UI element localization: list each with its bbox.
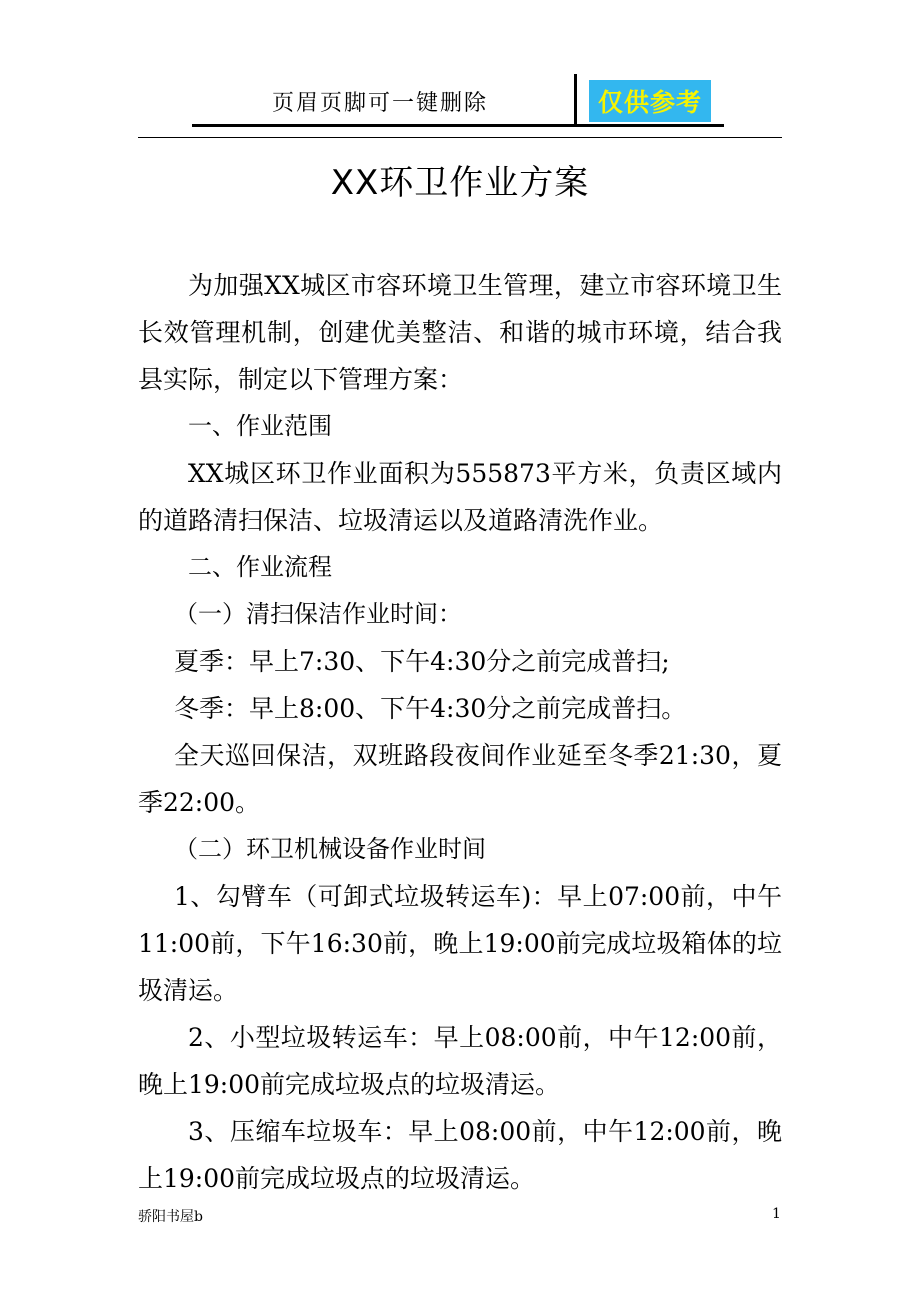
document-body [138,262,782,1202]
machinery-item-2: 2、小型垃圾转运车：早上08:00前，中午12:00前，晚上19:00前完成垃圾点的垃圾清运。 [138,1023,782,1099]
scope-paragraph: XX城区环卫作业面积为555873平方米，负责区域内的道路清扫保洁、垃圾清运以及道路清洗作业。 [138,459,782,535]
header-underline [192,124,724,127]
subsection-heading-cleaning: （一）清扫保洁作业时间： [174,600,462,628]
footer-source: 骄阳书屋b [138,1209,203,1225]
intro-paragraph: 为加强XX城区市容环境卫生管理，建立市容环境卫生长效管理机制，创建优美整洁、和谐的城市环境，结合我县实际，制定以下管理方案： [138,271,782,394]
section-heading-process: 二、作业流程 [188,553,332,581]
document-title: XX环卫作业方案 [330,163,590,203]
allday-paragraph: 全天巡回保洁，双班路段夜间作业延至冬季21:30，夏季22:00。 [138,741,782,817]
page-number: 1 [772,1206,781,1222]
header-divider [574,74,577,126]
page-header [0,0,920,140]
header-rule [138,137,782,138]
summer-schedule: 夏季：早上7:30、下午4:30分之前完成普扫; [174,647,670,676]
header-text: 页眉页脚可一键删除 [272,91,489,116]
subsection-heading-machinery: （二）环卫机械设备作业时间 [174,835,486,863]
machinery-item-1: 1、勾臂车（可卸式垃圾转运车)：早上07:00前，中午11:00前，下午16:30前，晚上19:00前完成垃圾箱体的垃圾清运。 [138,882,782,1005]
section-heading-scope: 一、作业范围 [188,412,332,440]
machinery-item-3: 3、压缩车垃圾车：早上08:00前，中午12:00前，晚上19:00前完成垃圾点的垃圾清运。 [138,1117,782,1193]
reference-badge: 仅供参考 [589,80,711,122]
winter-schedule: 冬季：早上8:00、下午4:30分之前完成普扫。 [174,694,687,723]
